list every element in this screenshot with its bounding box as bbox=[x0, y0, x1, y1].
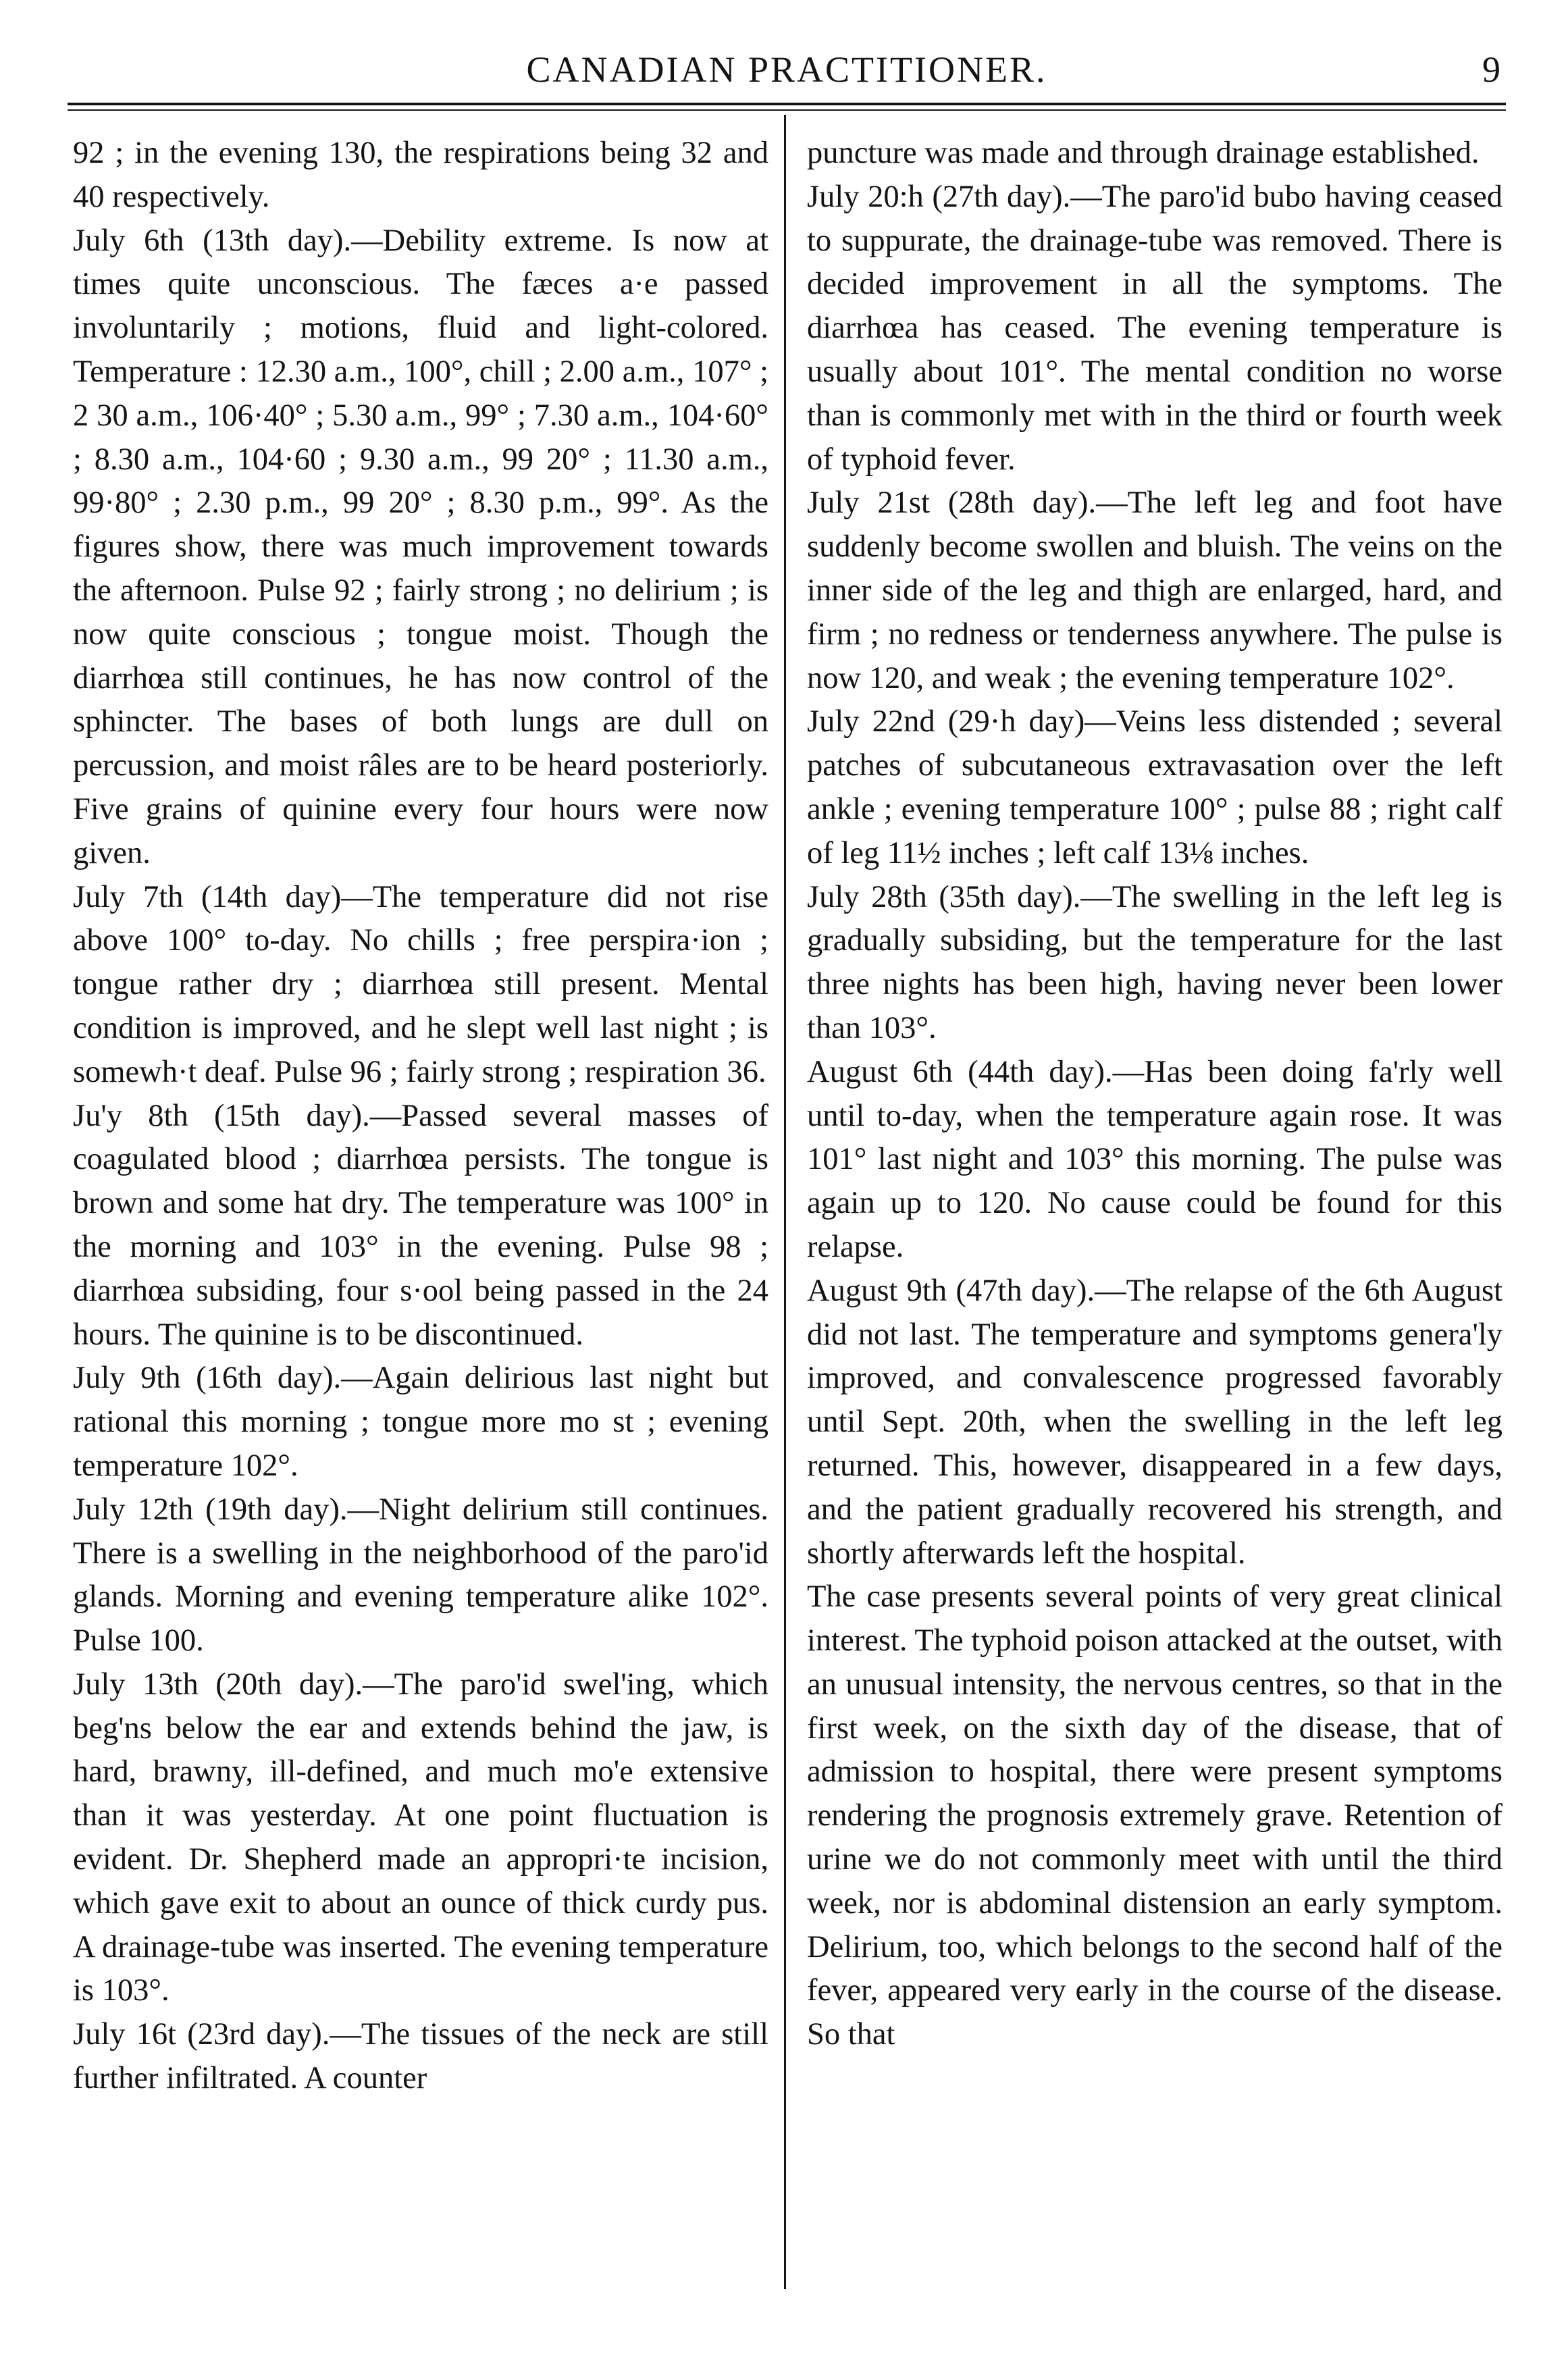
paragraph: Ju'y 8th (15th day).—Passed several masses of coagulated blood ; diarrhœa persists. The tongue is brown and some hat dry. The temperature was 100° in the morning and 103° in the evening. Pulse 98 ; diarrhœa subsiding, four s·ool being passed in the 24 hours. The quinine is to be discontinued. bbox=[73, 1098, 768, 1352]
running-header bbox=[68, 41, 1506, 101]
paragraph: August 6th (44th day).—Has been doing fa'rly well until to-day, when the temperature again rose. It was 101° last night and 103° this morning. The pulse was again up to 120. No cause could be found for this relapse. bbox=[807, 1054, 1502, 1264]
paragraph: July 6th (13th day).—Debility extreme. Is now at times quite unconscious. The fæces a·e passed involuntarily ; motions, fluid and light-colored. Temperature : 12.30 a.m., 100°, chill ; 2.00 a.m., 107° ; 2 30 a.m., 106·40° ; 5.30 a.m., 99° ; 7.30 a.m., 104·60° ; 8.30 a.m., 104·60 ; 9.30 a.m., 99 20° ; 11.30 a.m., 99·80° ; 2.30 p.m., 99 20° ; 8.30 p.m., 99°. As the figures show, there was much improvement towards the afternoon. Pulse 92 ; fairly strong ; no delirium ; is now quite conscious ; tongue moist. Though the diarrhœa still continues, he has now control of the sphincter. The bases of both lungs are dull on percussion, and moist râles are to be heard posteriorly. Five grains of quinine every four hours were now given. bbox=[73, 223, 768, 870]
running-title: CANADIAN PRACTITIONER. bbox=[526, 49, 1047, 90]
paragraph: August 9th (47th day).—The relapse of the 6th August did not last. The temperature and symptoms genera'ly improved, and convalescence progressed favorably until Sept. 20th, when the swelling in the left leg returned. This, however, disappeared in a few days, and the patient gradually recovered his strength, and shortly afterwards left the hospital. bbox=[807, 1273, 1502, 1571]
column-divider bbox=[784, 115, 786, 2289]
paragraph: July 13th (20th day).—The paro'id swel'ing, which beg'ns below the ear and extends behind the jaw, is hard, brawny, ill-defined, and much mo'e extensive than it was yesterday. At one point fluctuation is evident. Dr. Shepherd made an appropri·te incision, which gave exit to about an ounce of thick curdy pus. A drainage-tube was inserted. The evening temperature is 103°. bbox=[73, 1667, 768, 2008]
right-column bbox=[807, 132, 1502, 2057]
paragraph: July 28th (35th day).—The swelling in the left leg is gradually subsiding, but the temperature for the last three nights has been high, having never been lower than 103°. bbox=[807, 879, 1502, 1045]
paragraph: July 12th (19th day).—Night delirium still continues. There is a swelling in the neighborhood of the paro'id glands. Morning and evening temperature alike 102°. Pulse 100. bbox=[73, 1492, 768, 1658]
paragraph: 92 ; in the evening 130, the respirations being 32 and 40 respectively. bbox=[73, 136, 768, 214]
paragraph: The case presents several points of very great clinical interest. The typhoid poison attacked at the outset, with an unusual intensity, the nervous centres, so that in the first week, on the sixth day of the disease, that of admission to hospital, there were present symptoms rendering the prognosis extremely grave. Retention of urine we do not commonly meet with until the third week, nor is abdominal distension an early symptom. Delirium, too, which belongs to the second half of the fever, appeared very early in the course of the disease. So that bbox=[807, 1579, 1502, 2052]
left-column bbox=[73, 132, 768, 2101]
page-number: 9 bbox=[1482, 49, 1500, 90]
paragraph: July 16t (23rd day).—The tissues of the neck are still further infiltrated. A counter bbox=[73, 2017, 768, 2096]
paragraph: July 7th (14th day)—The temperature did not rise above 100° to-day. No chills ; free perspira·ion ; tongue rather dry ; diarrhœa still present. Mental condition is improved, and he slept well last night ; is somewh·t deaf. Pulse 96 ; fairly strong ; respiration 36. bbox=[73, 879, 768, 1089]
paragraph: puncture was made and through drainage established. bbox=[807, 136, 1480, 170]
header-rule-thick bbox=[68, 103, 1506, 105]
paragraph: July 21st (28th day).—The left leg and foot have suddenly become swollen and bluish. The veins on the inner side of the leg and thigh are enlarged, hard, and firm ; no redness or tenderness anywhere. The pulse is now 120, and weak ; the evening temperature 102°. bbox=[807, 486, 1502, 696]
header-rule-thin bbox=[68, 109, 1506, 111]
paragraph: July 22nd (29·h day)—Veins less distended ; several patches of subcutaneous extravasation over the left ankle ; evening temperature 100° ; pulse 88 ; right calf of leg 11½ inches ; left calf 13⅛ inches. bbox=[807, 704, 1502, 870]
paragraph: July 9th (16th day).—Again delirious last night but rational this morning ; tongue more mo st ; evening temperature 102°. bbox=[73, 1361, 768, 1483]
paragraph: July 20:h (27th day).—The paro'id bubo having ceased to suppurate, the drainage-tube was removed. There is decided improvement in all the symptoms. The diarrhœa has ceased. The evening temperature is usually about 101°. The mental condition no worse than is commonly met with in the third or fourth week of typhoid fever. bbox=[807, 179, 1502, 477]
